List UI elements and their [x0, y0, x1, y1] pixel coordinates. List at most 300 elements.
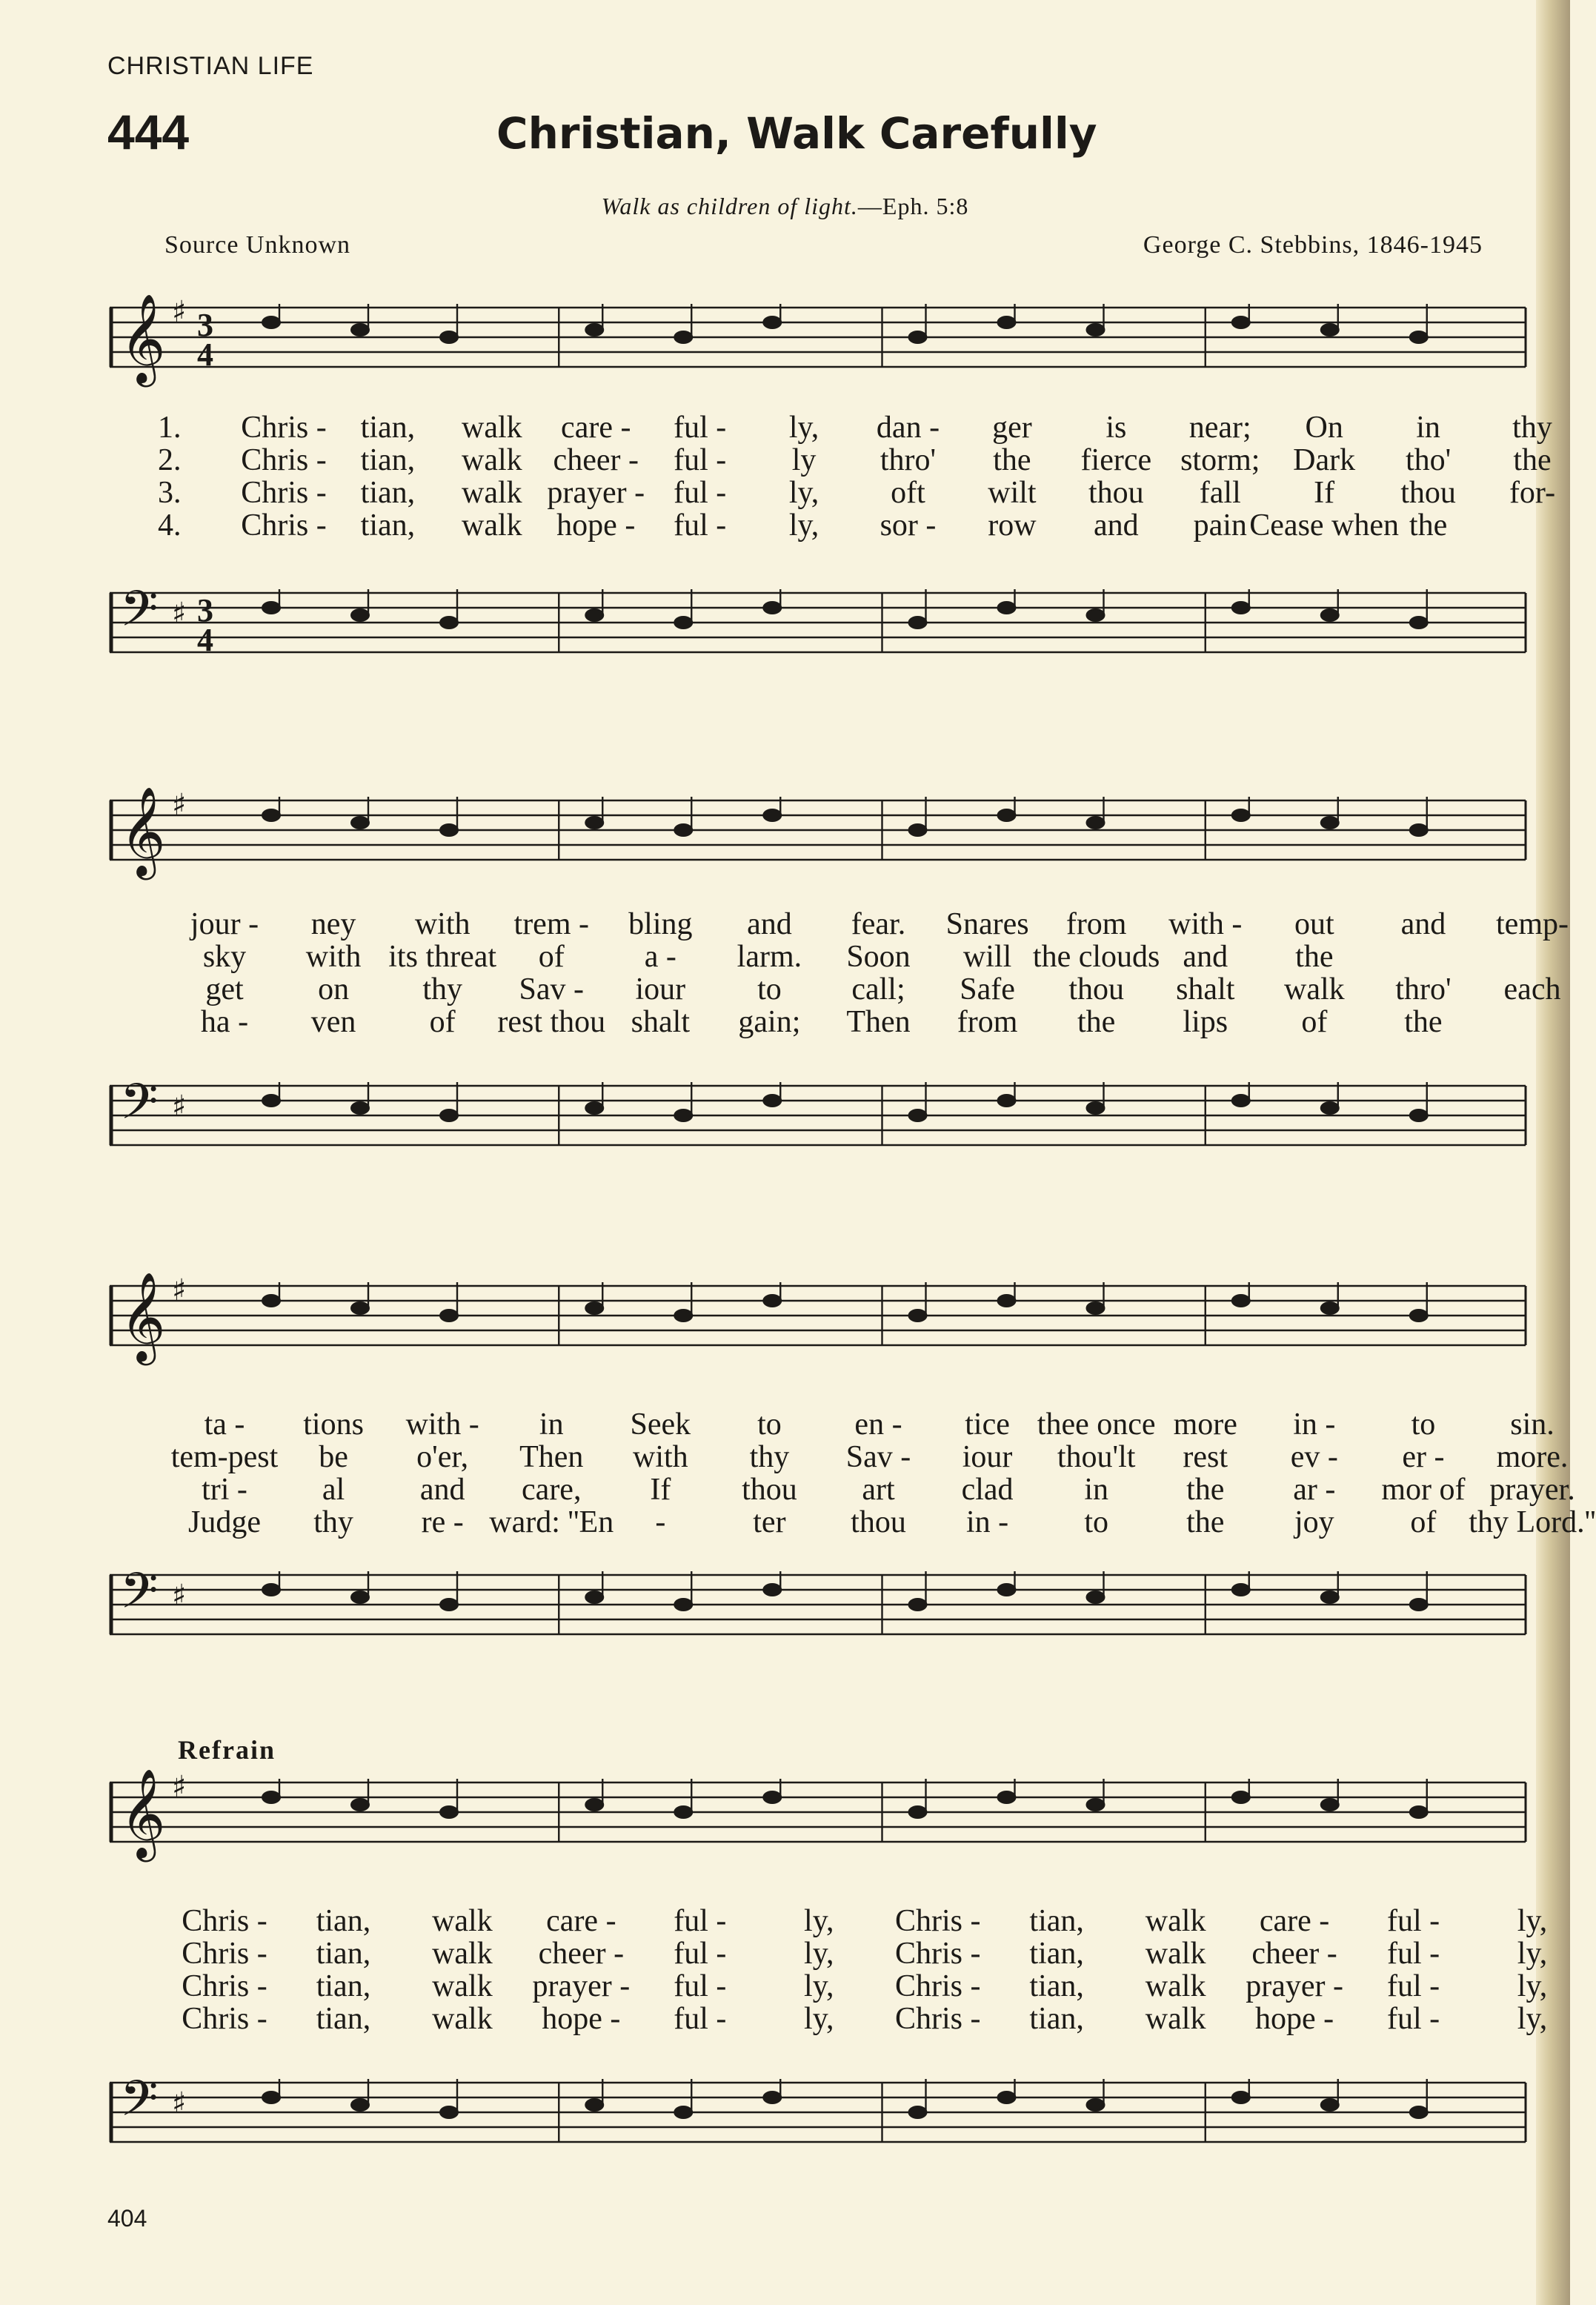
lyric-line	[110, 509, 1529, 542]
lyric-syllable: the	[1513, 443, 1552, 477]
key-signature-sharp-icon: ♯	[172, 295, 187, 329]
lyric-line	[110, 907, 1569, 941]
lyric-syllable: its threat	[388, 940, 497, 974]
words-credit: Source Unknown	[164, 231, 351, 259]
note-head	[997, 2091, 1017, 2104]
lyric-syllable: clad	[961, 1473, 1014, 1507]
key-signature-sharp-icon: ♯	[172, 1770, 187, 1804]
bass-staff	[110, 580, 1529, 658]
lyric-syllable: fall	[1199, 476, 1241, 510]
lyric-syllable: oft	[891, 476, 925, 510]
lyric-syllable: ly,	[804, 1904, 834, 1938]
lyric-syllable: bling	[628, 907, 693, 941]
time-signature-bottom: 4	[197, 622, 213, 658]
lyric-syllable: tian,	[316, 1969, 371, 2003]
lyric-syllable: prayer.	[1489, 1473, 1575, 1507]
lyric-syllable: more	[1173, 1407, 1237, 1442]
lyric-syllable: rest thou	[497, 1005, 606, 1039]
lyric-syllable: the	[1186, 1473, 1225, 1507]
note-head	[1320, 1798, 1340, 1811]
lyric-syllable: ly,	[804, 2002, 834, 2036]
note-head	[908, 331, 928, 344]
lyric-syllable: tian,	[1029, 1969, 1084, 2003]
lyric-syllable: hope -	[556, 508, 636, 543]
key-signature-sharp-icon: ♯	[172, 1273, 187, 1307]
lyric-syllable: in	[1084, 1473, 1108, 1507]
lyric-syllable: and	[1183, 940, 1228, 974]
lyric-line	[110, 1006, 1529, 1038]
lyric-syllable: in	[539, 1407, 564, 1442]
lyric-syllable: wilt	[988, 476, 1037, 510]
lyric-syllable: Chris -	[241, 411, 327, 445]
treble-clef-icon: 𝄞	[120, 1271, 166, 1362]
lyric-syllable: ney	[310, 907, 356, 941]
note-head	[350, 1301, 370, 1315]
lyric-syllable: each	[1503, 972, 1561, 1006]
time-signature-top: 3	[197, 307, 213, 343]
note-head	[350, 1591, 370, 1604]
note-head	[1409, 1109, 1429, 1122]
lyric-syllable: of	[1301, 1005, 1328, 1039]
note-head	[762, 316, 782, 329]
lyric-line	[110, 2002, 1548, 2036]
lyric-syllable: Chris -	[182, 2002, 267, 2036]
lyric-syllable: ful -	[674, 411, 727, 445]
lyric-syllable: rest	[1183, 1440, 1228, 1474]
lyric-syllable: care -	[561, 411, 631, 445]
note-head	[762, 2091, 782, 2104]
note-head	[674, 823, 693, 837]
lyric-line	[110, 1407, 1555, 1442]
note-head	[1231, 1094, 1251, 1107]
note-head	[997, 601, 1017, 614]
note-head	[1320, 2098, 1340, 2112]
note-head	[585, 323, 604, 336]
bass-staff	[110, 1562, 1529, 1638]
lyric-syllable: -	[655, 1505, 666, 1539]
lyric-syllable: of	[1410, 1505, 1437, 1539]
lyric-syllable: ful -	[674, 1904, 727, 1938]
lyric-syllable: thou'lt	[1057, 1440, 1136, 1474]
lyric-syllable: Then	[846, 1005, 911, 1039]
note-head	[1320, 1591, 1340, 1604]
lyric-syllable: with	[414, 907, 471, 941]
lyric-syllable: sky	[202, 940, 247, 974]
lyric-syllable: pain	[1193, 508, 1247, 543]
lyric-syllable: tian,	[360, 508, 416, 543]
lyric-syllable: ly,	[788, 411, 819, 445]
note-head	[674, 1109, 693, 1122]
note-head	[674, 616, 693, 629]
lyric-syllable: thy	[1512, 411, 1552, 445]
lyric-syllable: ter	[753, 1505, 786, 1539]
lyric-syllable: from	[957, 1005, 1018, 1039]
note-head	[1086, 1798, 1105, 1811]
lyric-syllable: lips	[1183, 1005, 1228, 1039]
verse-number: 1.	[158, 411, 182, 445]
note-head	[585, 1301, 604, 1315]
music-system-3	[110, 1260, 1596, 1645]
lyric-line	[110, 443, 1552, 477]
time-signature-bottom: 4	[197, 336, 213, 373]
note-head	[585, 1798, 604, 1811]
lyric-syllable: ful -	[674, 1969, 727, 2003]
lyric-syllable: the	[1077, 1005, 1116, 1039]
note-head	[585, 816, 604, 829]
lyric-syllable: Chris -	[894, 1904, 981, 1938]
lyric-syllable: to	[757, 972, 782, 1006]
lyric-syllable: ful -	[1386, 2002, 1440, 2036]
lyric-syllable: ly,	[1517, 2002, 1548, 2036]
lyric-syllable: Chris -	[894, 2002, 981, 2036]
lyric-syllable: jour -	[190, 907, 259, 941]
lyric-syllable: row	[988, 508, 1037, 543]
lyric-syllable: for-	[1509, 476, 1556, 510]
lyric-syllable: near;	[1188, 411, 1251, 445]
lyric-syllable: ev -	[1290, 1440, 1338, 1474]
note-head	[1409, 2106, 1429, 2119]
note-head	[262, 1294, 281, 1307]
lyric-syllable: art	[862, 1473, 895, 1507]
note-head	[585, 2098, 604, 2112]
lyric-syllable: with -	[1168, 907, 1243, 941]
lyric-syllable: ly,	[1517, 1969, 1548, 2003]
lyric-syllable: cheer -	[538, 1937, 625, 1971]
scripture-text: Walk as children of light.	[601, 193, 858, 219]
lyric-syllable: tian,	[360, 411, 416, 445]
note-head	[997, 1094, 1017, 1107]
note-head	[439, 616, 459, 629]
lyric-syllable: thou	[1068, 972, 1124, 1006]
refrain-label: Refrain	[178, 1735, 276, 1765]
lyric-syllable: o'er,	[416, 1440, 469, 1474]
lyric-syllable: thou	[742, 1473, 797, 1507]
bass-staff	[110, 1073, 1529, 1149]
lyric-syllable: en -	[854, 1407, 902, 1442]
lyric-syllable: thee once	[1037, 1407, 1156, 1442]
bass-clef-icon: 𝄢	[120, 1073, 159, 1142]
lyric-syllable: walk	[432, 1904, 493, 1938]
lyric-syllable: shalt	[1176, 972, 1235, 1006]
lyric-syllable: prayer -	[547, 476, 645, 510]
lyric-syllable: care -	[546, 1904, 616, 1938]
note-head	[997, 1583, 1017, 1596]
note-head	[908, 616, 928, 629]
note-head	[350, 608, 370, 622]
lyric-syllable: re -	[421, 1505, 464, 1539]
lyric-syllable: thou	[851, 1505, 906, 1539]
lyric-syllable: with -	[405, 1407, 479, 1442]
note-head	[1231, 2091, 1251, 2104]
section-label: CHRISTIAN LIFE	[107, 52, 314, 80]
lyric-syllable: storm;	[1180, 443, 1260, 477]
lyric-syllable: tian,	[1029, 1904, 1084, 1938]
lyric-syllable: out	[1294, 907, 1334, 941]
verse-number: 3.	[158, 476, 182, 510]
note-head	[439, 1598, 459, 1611]
lyric-syllable: in -	[966, 1505, 1009, 1539]
lyric-syllable: Chris -	[894, 1937, 981, 1971]
lyric-syllable: the	[1186, 1505, 1225, 1539]
note-head	[1086, 1301, 1105, 1315]
lyric-syllable: tian,	[1029, 2002, 1084, 2036]
lyric-syllable: be	[319, 1440, 348, 1474]
note-head	[1086, 323, 1105, 336]
lyric-syllable: ly,	[804, 1969, 834, 2003]
lyric-syllable: will	[962, 940, 1012, 974]
lyric-syllable: If	[650, 1473, 671, 1507]
lyric-syllable: tri -	[202, 1473, 247, 1507]
lyric-syllable: sin.	[1510, 1407, 1555, 1442]
lyric-syllable: thou	[1400, 476, 1456, 510]
note-head	[439, 331, 459, 344]
lyric-syllable: Chris -	[241, 476, 327, 510]
lyric-line	[110, 1473, 1575, 1507]
lyric-syllable: gain;	[738, 1005, 801, 1039]
lyric-syllable: shalt	[631, 1005, 690, 1039]
lyric-syllable: ful -	[1386, 1937, 1440, 1971]
note-head	[585, 1591, 604, 1604]
note-head	[439, 823, 459, 837]
lyric-syllable: sor -	[880, 508, 937, 543]
lyric-syllable: Safe	[960, 972, 1015, 1006]
lyric-syllable: the	[1409, 508, 1448, 543]
lyric-syllable: of	[429, 1005, 456, 1039]
note-head	[1086, 1591, 1105, 1604]
note-head	[439, 1309, 459, 1322]
bass-clef-icon: 𝄢	[120, 580, 159, 649]
lyric-syllable: iour	[635, 972, 686, 1006]
lyric-syllable: and	[1094, 508, 1139, 543]
lyric-syllable: Sav -	[845, 1440, 911, 1474]
lyric-syllable: If	[1314, 476, 1335, 510]
note-head	[997, 1294, 1017, 1307]
note-head	[762, 601, 782, 614]
lyric-syllable: is	[1105, 411, 1127, 445]
lyric-syllable: Seek	[630, 1407, 691, 1442]
lyric-syllable: prayer -	[532, 1969, 631, 2003]
lyric-syllable: walk	[462, 508, 522, 543]
treble-staff	[110, 293, 1529, 383]
note-head	[1086, 1101, 1105, 1115]
treble-clef-icon: 𝄞	[120, 1768, 166, 1858]
lyric-syllable: ful -	[674, 508, 727, 543]
note-head	[262, 1583, 281, 1596]
note-head	[762, 1294, 782, 1307]
lyric-line	[110, 411, 1552, 445]
music-system-2	[110, 775, 1569, 1160]
note-head	[997, 316, 1017, 329]
lyric-syllable: temp-	[1496, 907, 1569, 941]
lyric-syllable: and	[1400, 907, 1446, 941]
lyric-syllable: ar -	[1293, 1473, 1336, 1507]
lyric-syllable: tian,	[316, 1904, 371, 1938]
note-head	[908, 2106, 928, 2119]
note-head	[1320, 323, 1340, 336]
note-head	[262, 316, 281, 329]
lyric-syllable: dan -	[876, 411, 940, 445]
note-head	[762, 1094, 782, 1107]
note-head	[1409, 1309, 1429, 1322]
lyric-syllable: fierce	[1080, 443, 1152, 477]
key-signature-sharp-icon: ♯	[172, 1579, 187, 1613]
lyric-syllable: walk	[462, 411, 522, 445]
lyric-syllable: ly,	[1517, 1904, 1548, 1938]
lyric-syllable: Chris -	[182, 1904, 267, 1938]
note-head	[908, 1805, 928, 1819]
lyric-syllable: al	[322, 1473, 345, 1507]
bass-clef-icon: 𝄢	[120, 2070, 159, 2139]
lyric-syllable: tian,	[316, 1937, 371, 1971]
note-head	[262, 2091, 281, 2104]
note-head	[762, 809, 782, 822]
scripture-reference	[0, 193, 1570, 220]
lyric-syllable: ly,	[804, 1937, 834, 1971]
lyric-syllable: Judge	[188, 1505, 261, 1539]
note-head	[1320, 1101, 1340, 1115]
lyric-line	[110, 941, 1529, 973]
lyric-line	[110, 476, 1556, 510]
bass-clef-icon: 𝄢	[120, 1562, 159, 1631]
treble-staff	[110, 786, 1529, 876]
treble-staff	[110, 1271, 1529, 1362]
time-signature-top: 3	[197, 592, 213, 629]
note-head	[997, 809, 1017, 822]
note-head	[674, 1598, 693, 1611]
lyric-syllable: Chris -	[894, 1969, 981, 2003]
lyric-syllable: ful -	[674, 476, 727, 510]
note-head	[1231, 316, 1251, 329]
note-head	[350, 323, 370, 336]
note-head	[674, 2106, 693, 2119]
lyric-syllable: call;	[851, 972, 905, 1006]
lyric-syllable: walk	[1145, 2002, 1206, 2036]
lyric-syllable: of	[538, 940, 565, 974]
lyric-syllable: tian,	[1029, 1937, 1084, 1971]
lyric-line	[110, 1505, 1596, 1539]
lyric-syllable: Chris -	[241, 508, 327, 543]
lyric-syllable: Cease when	[1249, 508, 1400, 543]
note-head	[439, 1109, 459, 1122]
lyric-line	[110, 1969, 1548, 2003]
note-head	[1320, 608, 1340, 622]
lyric-syllable: Dark	[1293, 443, 1356, 477]
lyric-syllable: walk	[462, 476, 522, 510]
lyric-syllable: Chris -	[241, 443, 327, 477]
lyric-syllable: ven	[310, 1005, 356, 1039]
lyric-syllable: ta -	[204, 1407, 245, 1442]
note-head	[997, 1791, 1017, 1804]
lyric-syllable: larm.	[737, 940, 802, 974]
music-system-1	[110, 282, 1556, 667]
note-head	[1086, 816, 1105, 829]
lyric-syllable: mor of	[1381, 1473, 1466, 1507]
note-head	[1320, 816, 1340, 829]
lyric-syllable: Soon	[846, 940, 911, 974]
lyric-syllable: hope -	[542, 2002, 621, 2036]
note-head	[908, 1109, 928, 1122]
lyric-syllable: iour	[962, 1440, 1013, 1474]
note-head	[1231, 1294, 1251, 1307]
lyric-syllable: ly,	[788, 476, 819, 510]
page-number: 404	[107, 2205, 147, 2232]
lyric-syllable: a -	[644, 940, 676, 974]
lyric-line	[110, 1440, 1569, 1474]
note-head	[1231, 809, 1251, 822]
lyric-syllable: walk	[432, 2002, 493, 2036]
lyric-syllable: get	[205, 972, 244, 1006]
lyric-syllable: the	[993, 443, 1031, 477]
note-head	[1409, 331, 1429, 344]
note-head	[262, 809, 281, 822]
music-credit: George C. Stebbins, 1846-1945	[1143, 231, 1483, 259]
note-head	[674, 331, 693, 344]
note-head	[350, 816, 370, 829]
note-head	[585, 1101, 604, 1115]
lyric-syllable: care,	[522, 1473, 582, 1507]
note-head	[1409, 1598, 1429, 1611]
lyric-syllable: ger	[992, 411, 1032, 445]
lyric-syllable: Sav -	[519, 972, 584, 1006]
lyric-syllable: care -	[1259, 1904, 1330, 1938]
lyric-syllable: in -	[1293, 1407, 1336, 1442]
note-head	[1231, 1791, 1251, 1804]
lyric-line	[110, 972, 1561, 1006]
lyric-syllable: thou	[1088, 476, 1144, 510]
note-head	[908, 1598, 928, 1611]
note-head	[908, 1309, 928, 1322]
note-head	[1231, 1583, 1251, 1596]
hymn-title: Christian, Walk Carefully	[496, 108, 1097, 159]
lyric-syllable: er -	[1402, 1440, 1445, 1474]
lyric-syllable: Chris -	[182, 1937, 267, 1971]
lyric-syllable: to	[1411, 1407, 1436, 1442]
lyric-syllable: walk	[432, 1969, 493, 2003]
lyric-syllable: ful -	[1386, 1904, 1440, 1938]
lyric-syllable: thy	[749, 1440, 790, 1474]
lyric-syllable: tian,	[360, 443, 416, 477]
note-head	[350, 1101, 370, 1115]
note-head	[762, 1791, 782, 1804]
key-signature-sharp-icon: ♯	[172, 1090, 187, 1124]
note-head	[1409, 823, 1429, 837]
note-head	[262, 601, 281, 614]
lyric-syllable: walk	[462, 443, 522, 477]
lyric-syllable: Chris -	[182, 1969, 267, 2003]
note-head	[262, 1094, 281, 1107]
lyric-syllable: thro'	[1395, 972, 1452, 1006]
note-head	[1320, 1301, 1340, 1315]
lyric-line	[110, 1904, 1548, 1938]
treble-clef-icon: 𝄞	[120, 293, 166, 383]
note-head	[1409, 1805, 1429, 1819]
lyric-syllable: fear.	[851, 907, 906, 941]
verse-number: 2.	[158, 443, 182, 477]
note-head	[1086, 608, 1105, 622]
lyric-syllable: ward: ''En	[489, 1505, 614, 1539]
lyric-syllable: tian,	[360, 476, 416, 510]
music-system-refrain	[110, 1749, 1548, 2164]
key-signature-sharp-icon: ♯	[172, 2086, 187, 2120]
lyric-syllable: ful -	[674, 2002, 727, 2036]
note-head	[350, 2098, 370, 2112]
lyric-syllable: thy Lord.''	[1469, 1505, 1596, 1539]
lyric-syllable: walk	[1145, 1937, 1206, 1971]
treble-staff	[110, 1768, 1529, 1858]
note-head	[1086, 2098, 1105, 2112]
lyric-syllable: trem -	[513, 907, 589, 941]
note-head	[262, 1791, 281, 1804]
